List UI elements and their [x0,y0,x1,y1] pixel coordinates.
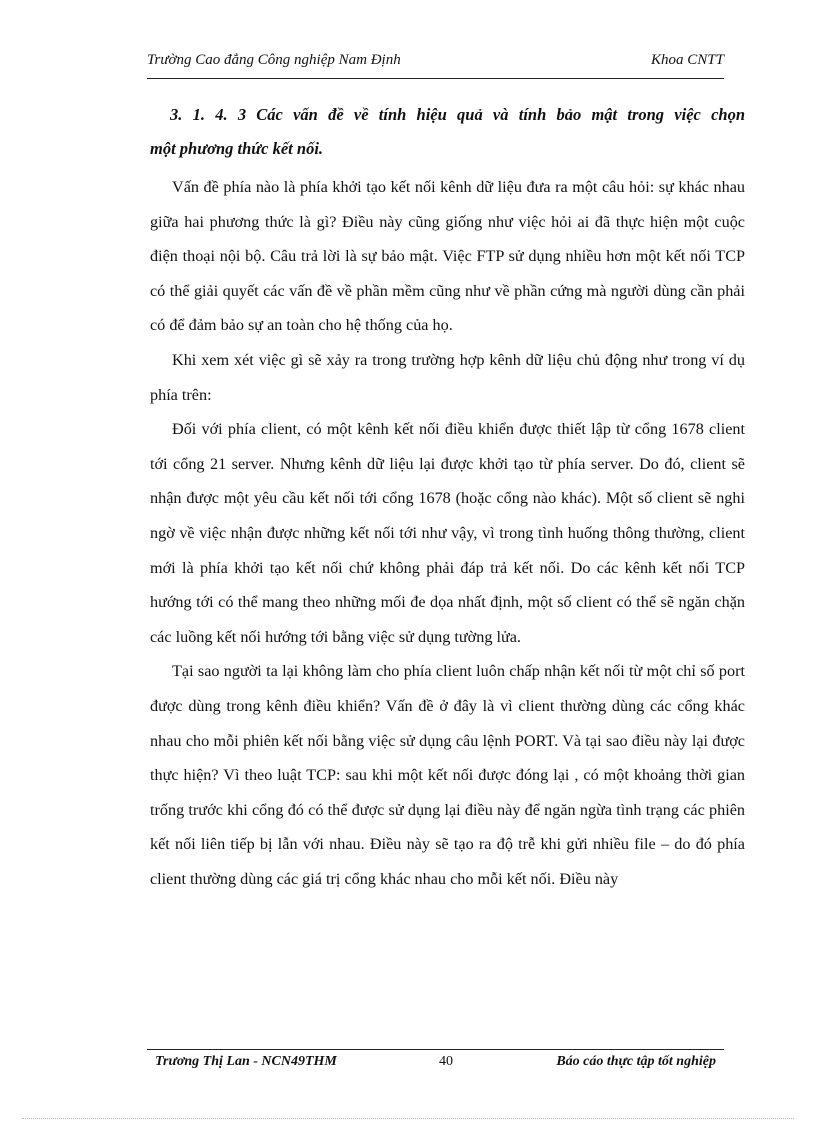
page-footer [147,1054,724,1074]
paragraph-3: Đối với phía client, có một kênh kết nối điều khiển được thiết lập từ cổng 1678 client tới cổng 21 server. Nhưng kênh dữ liệu lại được khởi tạo từ phía server. Do đó, client sẽ nhận được một yêu cầu kết nối tới cổng 1678 (hoặc cổng nào khác). Một số client sẽ nghi ngờ về việc nhận được những kết nối tới như vậy, vì trong tình huống thông thường, client mới là phía khởi tạo kết nối chứ không phải đáp trả kết nối. Do các kênh kết nối TCP hướng tới có thể mang theo những mối đe dọa nhất định, một số client có thể sẽ ngăn chặn các luồng kết nối hướng tới bằng việc sử dụng tường lửa. [150,420,745,646]
page-header [147,52,724,72]
document-body [150,170,745,896]
header-divider [147,78,724,79]
paragraph-4: Tại sao người ta lại không làm cho phía client luôn chấp nhận kết nối từ một chỉ số port được dùng trong kênh điều khiển? Vấn đề ở đây là vì client thường dùng các cổng khác nhau cho mỗi phiên kết nối bằng việc sử dụng câu lệnh PORT. Và tại sao điều này lại được thực hiện? Vì theo luật TCP: sau khi một kết nối được đóng lại , có một khoảng thời gian trống trước khi cổng đó có thể được sử dụng lại điều này để ngăn ngừa tình trạng các phiên kết nối liên tiếp bị lẫn với nhau. Điều này sẽ tạo ra độ trễ khi gửi nhiều file – do đó phía client thường dùng các giá trị cổng khác nhau cho mỗi kết nối. Điều này [150,662,745,888]
section-title-line-2: một phương thức kết nối. [150,139,324,158]
footer-author: Trương Thị Lan - NCN49THM [155,1054,337,1069]
header-department: Khoa CNTT [651,52,724,68]
paragraph-2: Khi xem xét việc gì sẽ xảy ra trong trường hợp kênh dữ liệu chủ động như trong ví dụ phía trên: [150,350,745,404]
footer-divider [147,1049,724,1050]
page-edge [22,1118,794,1119]
footer-report: Báo cáo thực tập tốt nghiệp [556,1054,716,1069]
paragraph-1: Vấn đề phía nào là phía khởi tạo kết nối kênh dữ liệu đưa ra một câu hỏi: sự khác nhau giữa hai phương thức là gì? Điều này cũng giống như việc hỏi ai đã thực hiện một cuộc điện thoại nội bộ. Câu trả lời là sự bảo mật. Việc FTP sử dụng nhiều hơn một kết nối TCP có thể giải quyết các vấn đề về phần mềm cũng như về phần cứng mà người dùng cần phải có để đảm bảo sự an toàn cho hệ thống của họ. [150,178,745,335]
header-school: Trường Cao đẳng Công nghiệp Nam Định [147,52,401,68]
page-number: 40 [439,1054,453,1069]
section-title-line-1: 3. 1. 4. 3 Các vấn đề về tính hiệu quả và tính bảo mật trong việc chọn [170,105,745,124]
section-title [150,98,745,166]
